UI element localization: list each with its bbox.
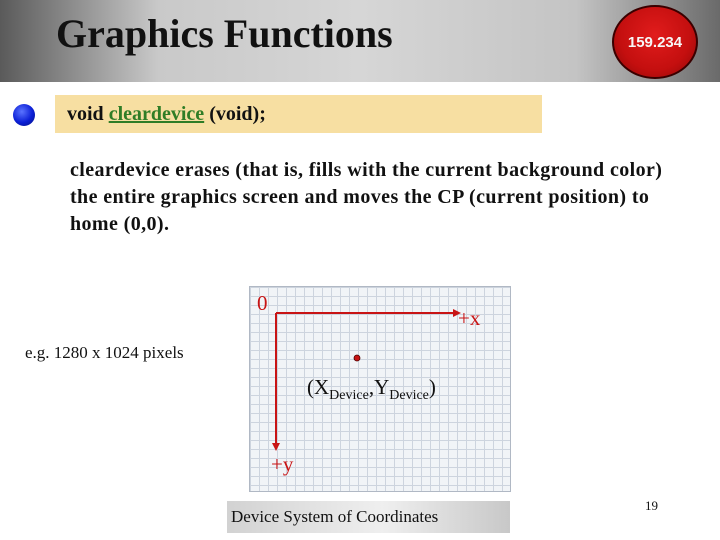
page-title: Graphics Functions xyxy=(56,11,393,56)
diagram-caption: Device System of Coordinates xyxy=(227,501,510,533)
description-text: cleardevice erases (that is, fills with the current background color) the entire graphics screen and moves the CP (current position) to home (0,0). xyxy=(70,159,663,235)
signature-suffix: (void); xyxy=(209,102,266,125)
function-name-link[interactable]: cleardevice xyxy=(108,102,205,125)
signature-prefix: void xyxy=(67,102,104,125)
x-axis-label: +x xyxy=(458,306,481,330)
device-point xyxy=(354,355,360,361)
example-note: e.g. 1280 x 1024 pixels xyxy=(25,343,184,362)
point-label: $(X_{Device},Y_{Device})$ xyxy=(307,375,436,404)
course-badge: 159.234 xyxy=(612,5,698,79)
y-axis-label: +y xyxy=(271,452,294,476)
origin-label: 0 xyxy=(257,291,268,315)
page-number: 19 xyxy=(645,498,658,513)
